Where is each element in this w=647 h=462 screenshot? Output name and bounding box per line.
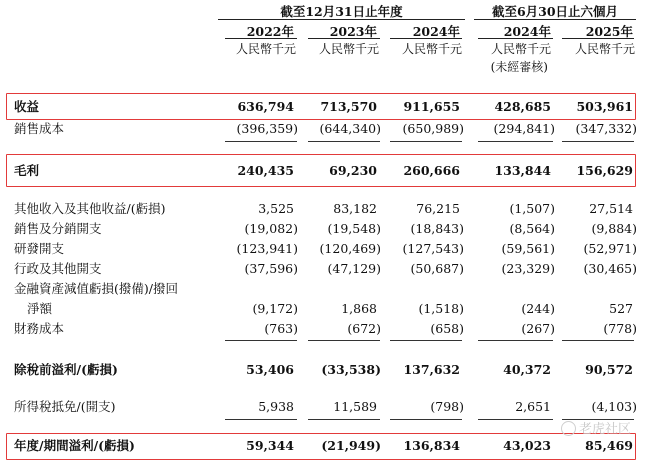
cell: 69,230: [329, 163, 377, 178]
row-label: 其他收入及其他收益/(虧損): [14, 201, 166, 216]
cell: (50,687): [410, 261, 464, 276]
subtotal-rule: [225, 419, 297, 420]
subtotal-rule: [478, 419, 553, 420]
cell: (19,082): [244, 221, 298, 236]
cell: 90,572: [585, 362, 633, 377]
row-label: 研發開支: [14, 241, 65, 256]
cell: (267): [521, 321, 555, 336]
row-label: 毛利: [14, 163, 40, 178]
cell: (8,564): [509, 221, 555, 236]
cell: 27,514: [589, 201, 633, 216]
cell: (650,989): [402, 121, 464, 136]
column-unit: 人民幣千元: [401, 42, 462, 56]
row-label: 除稅前溢利/(虧損): [14, 362, 118, 377]
table-row-impairment-label: [0, 279, 647, 299]
cell: 260,666: [403, 163, 460, 178]
row-label-continued: 淨額: [27, 301, 53, 316]
cell: (658): [430, 321, 464, 336]
cell: (672): [347, 321, 381, 336]
cell: 911,655: [403, 99, 460, 114]
header-group-half: 截至6月30日止六個月: [491, 4, 619, 19]
cell: 527: [609, 301, 633, 316]
cell: (9,172): [252, 301, 298, 316]
cell: 136,834: [403, 438, 460, 453]
cell: (23,329): [501, 261, 555, 276]
cell: (127,543): [402, 241, 464, 256]
cell: 1,868: [341, 301, 377, 316]
row-label: 財務成本: [14, 321, 65, 336]
column-year: 2024年: [412, 24, 460, 39]
cell: (33,538): [321, 362, 381, 377]
column-header-rule: [390, 38, 462, 39]
cell: (47,129): [327, 261, 381, 276]
cell: (244): [521, 301, 555, 316]
cell: 133,844: [494, 163, 551, 178]
subtotal-rule: [562, 141, 634, 142]
header-group-years: 截至12月31日止年度: [280, 4, 403, 19]
subtotal-rule: [225, 141, 297, 142]
cell: 428,685: [494, 99, 551, 114]
column-unit: 人民幣千元: [318, 42, 379, 56]
cell: (294,841): [493, 121, 555, 136]
subtotal-rule: [562, 340, 634, 341]
cell: 503,961: [576, 99, 633, 114]
cell: (37,596): [244, 261, 298, 276]
row-label: 年度/期間溢利/(虧損): [14, 438, 135, 453]
cell: (19,548): [327, 221, 381, 236]
row-label: 收益: [14, 99, 40, 114]
row-label: 銷售成本: [14, 121, 65, 136]
column-unit: 人民幣千元: [235, 42, 296, 56]
column-year: 2025年: [585, 24, 633, 39]
table-row-rnd-expenses: [0, 239, 647, 259]
cell: (18,843): [410, 221, 464, 236]
row-label: 銷售及分銷開支: [14, 221, 102, 236]
column-header-rule: [225, 38, 297, 39]
subtotal-rule: [478, 340, 553, 341]
cell: 40,372: [503, 362, 551, 377]
table-row-profit-before-tax: [0, 360, 647, 380]
subtotal-rule: [390, 419, 462, 420]
cell: 11,589: [333, 399, 377, 414]
column-note-unaudited: (未經審核): [490, 60, 548, 74]
cell: (778): [603, 321, 637, 336]
cell: 713,570: [320, 99, 377, 114]
cell: (347,332): [575, 121, 637, 136]
cell: (798): [430, 399, 464, 414]
cell: 85,469: [585, 438, 633, 453]
cell: (644,340): [319, 121, 381, 136]
cell: 43,023: [503, 438, 551, 453]
header-group-half-rule: [474, 19, 636, 20]
cell: 53,406: [246, 362, 294, 377]
column-year: 2022年: [246, 24, 294, 39]
column-year: 2023年: [329, 24, 377, 39]
subtotal-rule: [225, 340, 297, 341]
cell: 636,794: [237, 99, 294, 114]
table-row-gross-profit: [0, 161, 647, 181]
column-year: 2024年: [503, 24, 551, 39]
column-header-rule: [308, 38, 380, 39]
cell: 59,344: [246, 438, 294, 453]
cell: (1,507): [509, 201, 555, 216]
cell: (52,971): [583, 241, 637, 256]
subtotal-rule: [478, 141, 553, 142]
cell: (30,465): [583, 261, 637, 276]
cell: (1,518): [418, 301, 464, 316]
table-row-impairment: [0, 299, 647, 319]
cell: (120,469): [319, 241, 381, 256]
tiger-head-icon: [561, 421, 576, 436]
subtotal-rule: [308, 340, 380, 341]
watermark: [561, 418, 631, 437]
column-unit: 人民幣千元: [574, 42, 635, 56]
header-group-years-rule: [218, 19, 465, 20]
subtotal-rule: [390, 141, 462, 142]
table-row-selling-expenses: [0, 219, 647, 239]
column-unit: 人民幣千元: [490, 42, 551, 56]
cell: 76,215: [416, 201, 460, 216]
table-row-finance-costs: [0, 319, 647, 339]
cell: (763): [264, 321, 298, 336]
table-row-other-income: [0, 199, 647, 219]
cell: (396,359): [236, 121, 298, 136]
cell: (59,561): [501, 241, 555, 256]
cell: 137,632: [403, 362, 460, 377]
table-row-income-tax: [0, 397, 647, 417]
row-label: 金融資產減值虧損(撥備)/撥回: [14, 281, 178, 296]
cell: 83,182: [333, 201, 377, 216]
table-row-admin-expenses: [0, 259, 647, 279]
subtotal-rule: [308, 141, 380, 142]
table-row-net-profit: [0, 436, 647, 456]
cell: (21,949): [321, 438, 381, 453]
column-header-rule: [562, 38, 634, 39]
cell: (4,103): [591, 399, 637, 414]
row-label: 所得稅抵免/(開支): [14, 399, 116, 414]
column-header-rule: [478, 38, 553, 39]
cell: 2,651: [515, 399, 551, 414]
watermark-text: 老虎社区: [578, 422, 631, 437]
cell: 240,435: [237, 163, 294, 178]
cell: 156,629: [576, 163, 633, 178]
table-row-revenue: [0, 97, 647, 117]
table-row-cost-of-sales: [0, 119, 647, 139]
cell: (123,941): [236, 241, 298, 256]
cell: 3,525: [258, 201, 294, 216]
subtotal-rule: [390, 340, 462, 341]
cell: 5,938: [258, 399, 294, 414]
cell: (9,884): [591, 221, 637, 236]
subtotal-rule: [308, 419, 380, 420]
row-label: 行政及其他開支: [14, 261, 102, 276]
